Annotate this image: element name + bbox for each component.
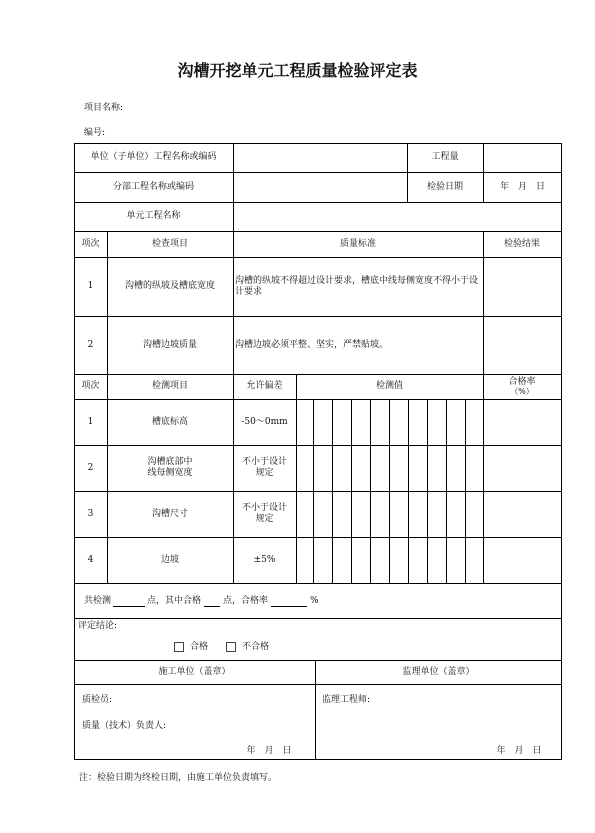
page-title: 沟槽开挖单元工程质量检验评定表 bbox=[177, 61, 418, 80]
measure-header-rate bbox=[483, 374, 561, 399]
inspector-label: 质检员: bbox=[82, 694, 113, 705]
summary-total-label: 共检测 bbox=[84, 595, 112, 606]
check-header-no: 项次 bbox=[81, 238, 100, 249]
check-header-result: 检验结果 bbox=[503, 238, 540, 249]
quantity-label: 工程量 bbox=[431, 152, 459, 162]
element-name-field[interactable] bbox=[234, 202, 561, 231]
total-points-field[interactable] bbox=[113, 596, 145, 607]
engineer-label: 监理工程师: bbox=[322, 694, 371, 705]
check-row-result[interactable] bbox=[484, 257, 561, 316]
check-row-standard: 沟槽边坡必须平整、坚实，严禁贴坡。 bbox=[235, 339, 389, 350]
supervisor-date[interactable]: 年 月 日 bbox=[496, 745, 542, 756]
pass-rate-field[interactable] bbox=[271, 596, 307, 607]
check-row-item: 沟槽的纵坡及槽底宽度 bbox=[124, 281, 215, 291]
measure-row-no: 2 bbox=[87, 462, 94, 473]
inspection-form bbox=[74, 143, 562, 760]
supervisor-title: 监理单位（盖章） bbox=[402, 666, 475, 677]
check-row-item: 沟槽边坡质量 bbox=[142, 339, 197, 350]
measure-row-tolerance: 不小于设计 规定 bbox=[241, 457, 287, 478]
grid-line bbox=[427, 399, 428, 583]
pass-option-label: 合格 bbox=[190, 641, 209, 652]
contractor-title: 施工单位（盖章） bbox=[158, 666, 231, 677]
check-header-item: 检查项目 bbox=[151, 238, 188, 249]
measure-row-no: 3 bbox=[87, 508, 94, 519]
passed-points-field[interactable] bbox=[204, 596, 220, 607]
fail-checkbox[interactable] bbox=[226, 642, 236, 652]
check-row-no: 2 bbox=[87, 339, 94, 350]
grid-line bbox=[74, 583, 562, 584]
grid-line bbox=[313, 399, 314, 583]
conclusion-label: 评定结论: bbox=[78, 620, 118, 631]
measure-row-item: 边坡 bbox=[160, 554, 179, 565]
grid-line bbox=[296, 374, 297, 583]
measure-header-tolerance: 允许偏差 bbox=[246, 381, 283, 391]
tech-lead-label: 质量（技术）负责人: bbox=[82, 720, 167, 731]
measure-row-no: 4 bbox=[87, 554, 94, 565]
fail-option-label: 不合格 bbox=[242, 641, 270, 652]
measure-row-no: 1 bbox=[87, 416, 94, 427]
grid-line bbox=[389, 399, 390, 583]
grid-line bbox=[408, 399, 409, 583]
pass-checkbox[interactable] bbox=[174, 642, 184, 652]
summary-line bbox=[84, 591, 554, 611]
contractor-date[interactable]: 年 月 日 bbox=[246, 745, 292, 756]
measure-header-values: 检测值 bbox=[375, 381, 403, 391]
rate-header-label: 合格率 bbox=[508, 376, 536, 387]
measure-row-item: 沟槽尺寸 bbox=[151, 508, 188, 519]
measure-header-no: 项次 bbox=[81, 381, 100, 391]
footnote: 注：检验日期为终检日期，由施工单位负责填写。 bbox=[79, 773, 278, 783]
unit-name-label: 单位（子单位）工程名称或编码 bbox=[90, 152, 217, 162]
check-row-standard: 沟槽的纵坡不得超过设计要求，槽底中线每侧宽度不得小于设计要求 bbox=[235, 275, 479, 297]
number-label: 编号: bbox=[84, 128, 106, 138]
unit-name-field[interactable] bbox=[234, 143, 407, 172]
date-label: 检验日期 bbox=[426, 181, 463, 192]
element-name-label: 单元工程名称 bbox=[126, 211, 181, 221]
quantity-field[interactable] bbox=[484, 143, 561, 172]
check-header-standard: 质量标准 bbox=[339, 238, 376, 249]
grid-line bbox=[370, 399, 371, 583]
subunit-label: 分部工程名称或编码 bbox=[112, 181, 194, 192]
summary-percent: % bbox=[310, 595, 319, 606]
measure-row-tolerance: ±5% bbox=[253, 554, 276, 565]
check-row-no: 1 bbox=[87, 281, 94, 291]
grid-line bbox=[74, 684, 562, 685]
measure-row-tolerance: -50～0mm bbox=[241, 416, 288, 427]
date-field[interactable]: 年 月 日 bbox=[499, 181, 545, 192]
measure-row-tolerance: 不小于设计 规定 bbox=[241, 503, 287, 524]
subunit-field[interactable] bbox=[234, 172, 407, 202]
grid-line bbox=[446, 399, 447, 583]
check-row-result[interactable] bbox=[484, 316, 561, 374]
rate-header-unit: （%） bbox=[510, 386, 534, 396]
project-name-label: 项目名称: bbox=[84, 103, 124, 113]
summary-passed-label: 点，其中合格 bbox=[147, 595, 202, 606]
conclusion-options bbox=[174, 639, 474, 655]
grid-line bbox=[351, 399, 352, 583]
grid-line bbox=[74, 759, 562, 760]
grid-line bbox=[465, 399, 466, 583]
summary-rate-label: 点，合格率 bbox=[223, 595, 269, 606]
measure-header-item: 检测项目 bbox=[151, 381, 188, 391]
measure-row-item: 沟槽底部中 线每侧宽度 bbox=[147, 457, 193, 478]
grid-line bbox=[332, 399, 333, 583]
measure-row-item: 槽底标高 bbox=[151, 416, 188, 427]
grid-line bbox=[561, 143, 562, 760]
